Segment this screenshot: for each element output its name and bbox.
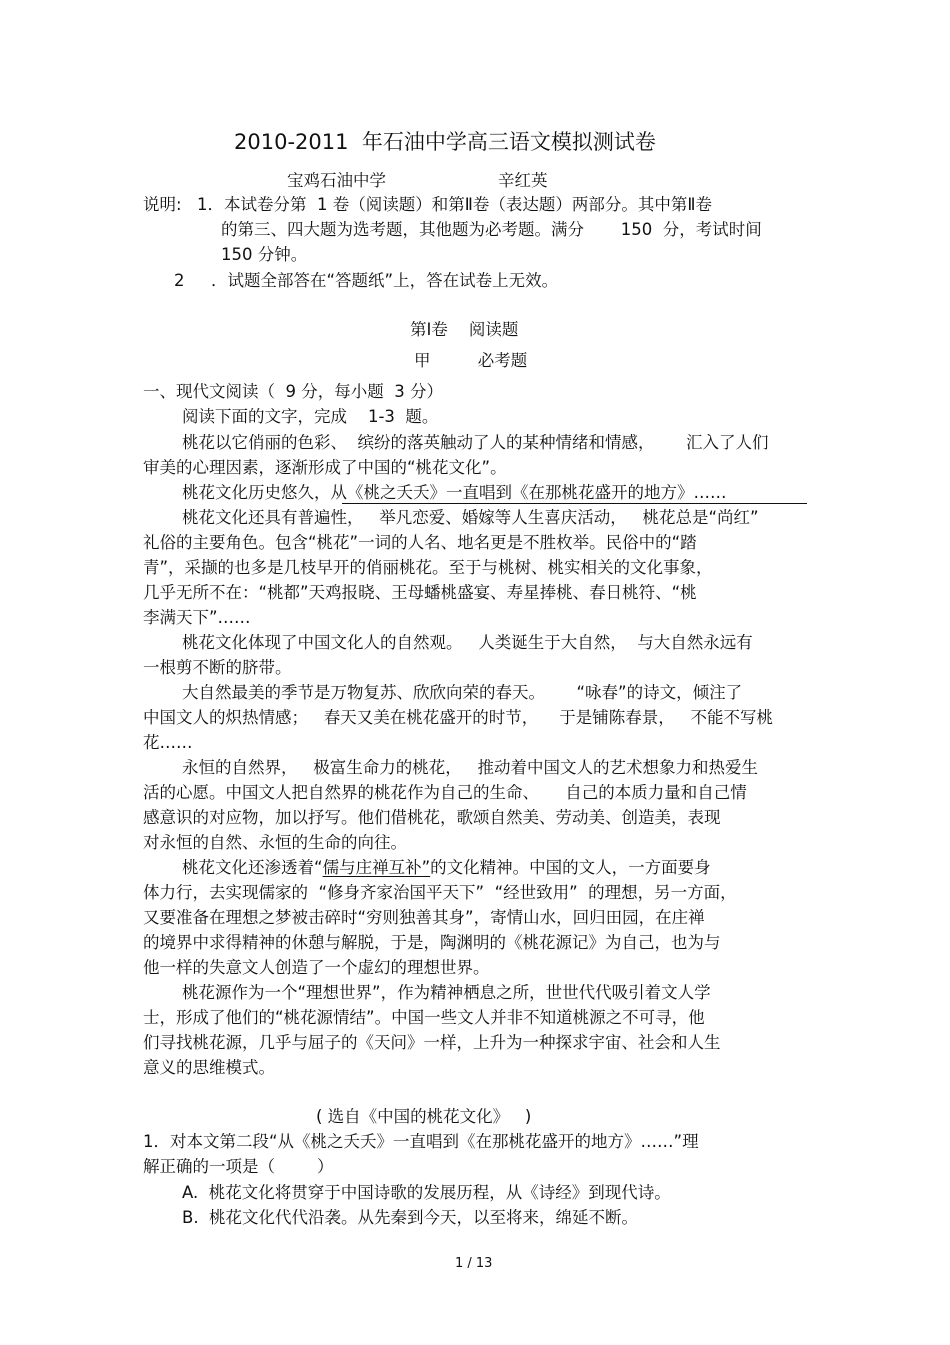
passage-line: 中国文人的炽热情感； 春天又美在桃花盛开的时节， 于是铺陈春景， 不能不写桃 [143, 708, 773, 727]
document-title: 2010-2011 年石油中学高三语文模拟测试卷 [234, 130, 656, 154]
passage-text: 的文化精神。中国的文人，一方面要身 [430, 858, 711, 877]
passage-line: 礼俗的主要角色。包含“桃花”一词的人名、地名更是不胜枚举。民俗中的“踏 [143, 533, 697, 552]
author-name: 辛红英 [498, 171, 548, 190]
passage-line: 几乎无所不在：“桃都”天鸡报晓、王母蟠桃盛宴、寿星捧桃、春日桃符、“桃 [143, 583, 697, 602]
passage-line: 李满天下”…… [143, 608, 251, 627]
passage-line: 又要准备在理想之梦被击碎时“穷则独善其身”，寄情山水，回归田园，在庄禅 [143, 908, 705, 927]
passage-line: 一根剪不断的脐带。 [143, 658, 292, 677]
instructions-label: 说明: [143, 195, 182, 214]
underline-rule [342, 503, 807, 504]
instruction-item-2-number: 2 [174, 271, 185, 290]
instruction-item-1-cont: 150 分钟。 [221, 245, 308, 264]
passage-line: 感意识的对应物，加以抒写。他们借桃花，歌颂自然美、劳动美、创造美，表现 [143, 808, 721, 827]
passage-line: 们寻找桃花源，几乎与屈子的《天问》一样，上升为一种探求宇宙、社会和人生 [143, 1033, 721, 1052]
question-1-option-a: A. 桃花文化将贯穿于中国诗歌的发展历程，从《诗经》到现代诗。 [182, 1183, 671, 1202]
passage-line: 审美的心理因素，逐渐形成了中国的“桃花文化”。 [143, 458, 507, 477]
passage-line: 桃花以它俏丽的色彩、 缤纷的落英触动了人的某种情绪和情感， 汇入了人们 [182, 433, 769, 452]
underlined-phrase: 儒与庄禅互补” [322, 858, 431, 877]
page-number: 1 / 13 [455, 1256, 493, 1271]
passage-line: 桃花文化还具有普遍性， 举凡恋爱、婚嫁等人生喜庆活动， 桃花总是“尚红” [182, 508, 759, 527]
passage-line: 体力行，去实现儒家的 “修身齐家治国平天下” “经世致用” 的理想，另一方面， [143, 883, 737, 902]
question-group-intro: 阅读下面的文字，完成 1-3 题。 [182, 407, 439, 426]
sub-title: 甲 必考题 [414, 351, 528, 370]
passage-line [182, 857, 711, 879]
instruction-item-1: 1．本试卷分第 1 卷（阅读题）和第Ⅱ卷（表达题）两部分。其中第Ⅱ卷 [197, 195, 712, 214]
passage-line: 意义的思维模式。 [143, 1058, 275, 1077]
school-name: 宝鸡石油中学 [287, 171, 386, 190]
part-title: 第Ⅰ卷 阅读题 [410, 320, 519, 339]
passage-line: 对永恒的自然、永恒的生命的向往。 [143, 833, 407, 852]
passage-line: 大自然最美的季节是万物复苏、欣欣向荣的春天。 “咏春”的诗文，倾注了 [182, 683, 743, 702]
instruction-item-1-cont: 的第三、四大题为选考题，其他题为必考题。满分 150 分，考试时间 [221, 220, 762, 239]
passage-line: 花…… [143, 733, 193, 752]
passage-line: 他一样的失意文人创造了一个虚幻的理想世界。 [143, 958, 490, 977]
passage-line: 的境界中求得精神的休憩与解脱，于是，陶渊明的《桃花源记》为自己，也为与 [143, 933, 721, 952]
question-1-stem: 1．对本文第二段“从《桃之夭夭》一直唱到《在那桃花盛开的地方》……”理 [143, 1132, 699, 1151]
question-group-heading: 一、现代文阅读（ 9 分，每小题 3 分） [143, 382, 443, 401]
passage-line: 活的心愿。中国文人把自然界的桃花作为自己的生命、 自己的本质力量和自己情 [143, 783, 747, 802]
passage-line: 桃花文化历史悠久，从《桃之夭夭》一直唱到《在那桃花盛开的地方》…… [182, 483, 727, 502]
passage-line: 桃花文化体现了中国文化人的自然观。 人类诞生于大自然， 与大自然永远有 [182, 633, 753, 652]
passage-line: 桃花源作为一个“理想世界”，作为精神栖息之所，世世代代吸引着文人学 [182, 983, 711, 1002]
instruction-item-2: ．试题全部答在“答题纸”上，答在试卷上无效。 [211, 271, 559, 290]
passage-line: 青”，采撷的也多是几枝早开的俏丽桃花。至于与桃树、桃实相关的文化事象， [143, 558, 713, 577]
question-1-stem-cont: 解正确的一项是（ ） [143, 1157, 334, 1176]
passage-text: 桃花文化还渗透着“ [182, 858, 323, 877]
question-1-option-b: B. 桃花文化代代沿袭。从先秦到今天，以至将来，绵延不断。 [182, 1208, 639, 1227]
passage-source: ( 选自《中国的桃花文化》 ) [316, 1107, 532, 1126]
passage-line: 士，形成了他们的“桃花源情结”。中国一些文人并非不知道桃源之不可寻，他 [143, 1008, 705, 1027]
passage-line: 永恒的自然界， 极富生命力的桃花， 推动着中国文人的艺术想象力和热爱生 [182, 758, 758, 777]
